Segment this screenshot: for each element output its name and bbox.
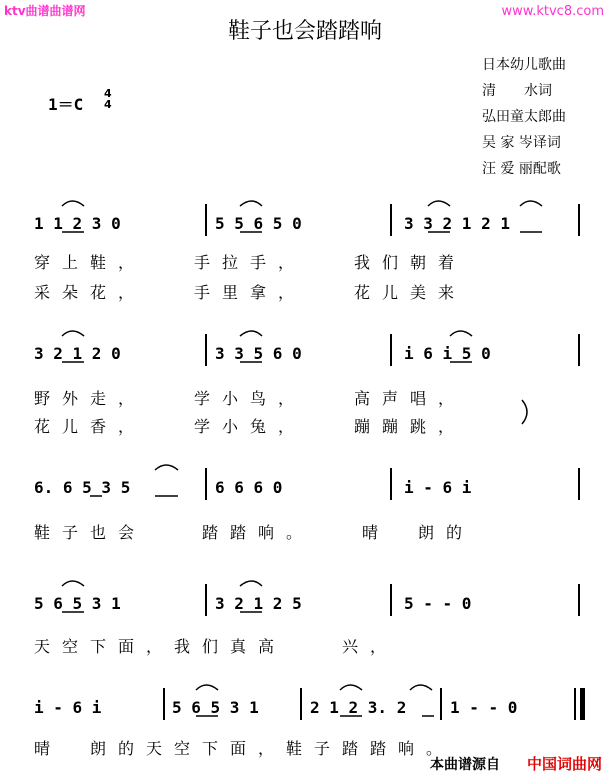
credit-arranger: 汪 爱 丽配歌 [482, 161, 561, 177]
measure: 5 - - 0 [404, 594, 472, 613]
measure: 6 6 6 0 [215, 478, 283, 497]
measure: 3 2 1 2 0 [34, 344, 121, 363]
measure: 1 - - 0 [450, 698, 518, 717]
measure: 2 1 2 3. 2 [310, 698, 407, 717]
measure: 3 2 1 2 5 [215, 594, 302, 613]
measure: 5 5 6 5 0 [215, 214, 302, 233]
lyric-line: 野外走， 学小鸟， 高声唱， [34, 389, 467, 408]
credit-lyricist: 清 水词 [482, 83, 552, 99]
credit-composer: 弘田童太郎曲 [482, 109, 566, 125]
lyric-line: 鞋子也会 踏踏响。 晴 朗的 [34, 523, 475, 542]
footer-site[interactable]: 中国词曲网 [526, 755, 602, 773]
measure: 3 3 2 1 2 1 [404, 214, 510, 233]
measure: 5 6 5 3 1 [172, 698, 259, 717]
key-signature: 1＝C [48, 95, 84, 114]
lyric-line: 花儿香， 学小兔， 蹦蹦跳， [34, 417, 467, 436]
time-signature: 4 4 [104, 87, 112, 111]
credit-origin: 日本幼儿歌曲 [482, 57, 566, 73]
measure: 6. 6 5 3 5 [34, 478, 131, 497]
measure: i 6 i 5 0 [404, 344, 491, 363]
footer-source: 本曲谱源自 [430, 757, 500, 773]
watermark-right: www.ktvc8.com [501, 4, 604, 19]
measure: 3 3 5 6 0 [215, 344, 302, 363]
watermark-left: ktv曲谱曲谱网 [4, 4, 86, 18]
measure: i - 6 i [404, 478, 472, 497]
credit-translator: 吴 家 岑译词 [482, 135, 561, 151]
measure: i - 6 i [34, 698, 102, 717]
lyric-line: 采朵花， 手里拿， 花儿美来 [34, 283, 467, 302]
measure: 5 6 5 3 1 [34, 594, 121, 613]
lyric-line: 晴 朗的天空下面，鞋子踏踏响。 [34, 739, 455, 758]
measure: 1 1 2 3 0 [34, 214, 121, 233]
song-title: 鞋子也会踏踏响 [227, 19, 382, 44]
lyric-line: 天空下面，我们真高 兴， [34, 637, 399, 656]
lyric-line: 穿上鞋， 手拉手， 我们朝着 [34, 253, 467, 272]
